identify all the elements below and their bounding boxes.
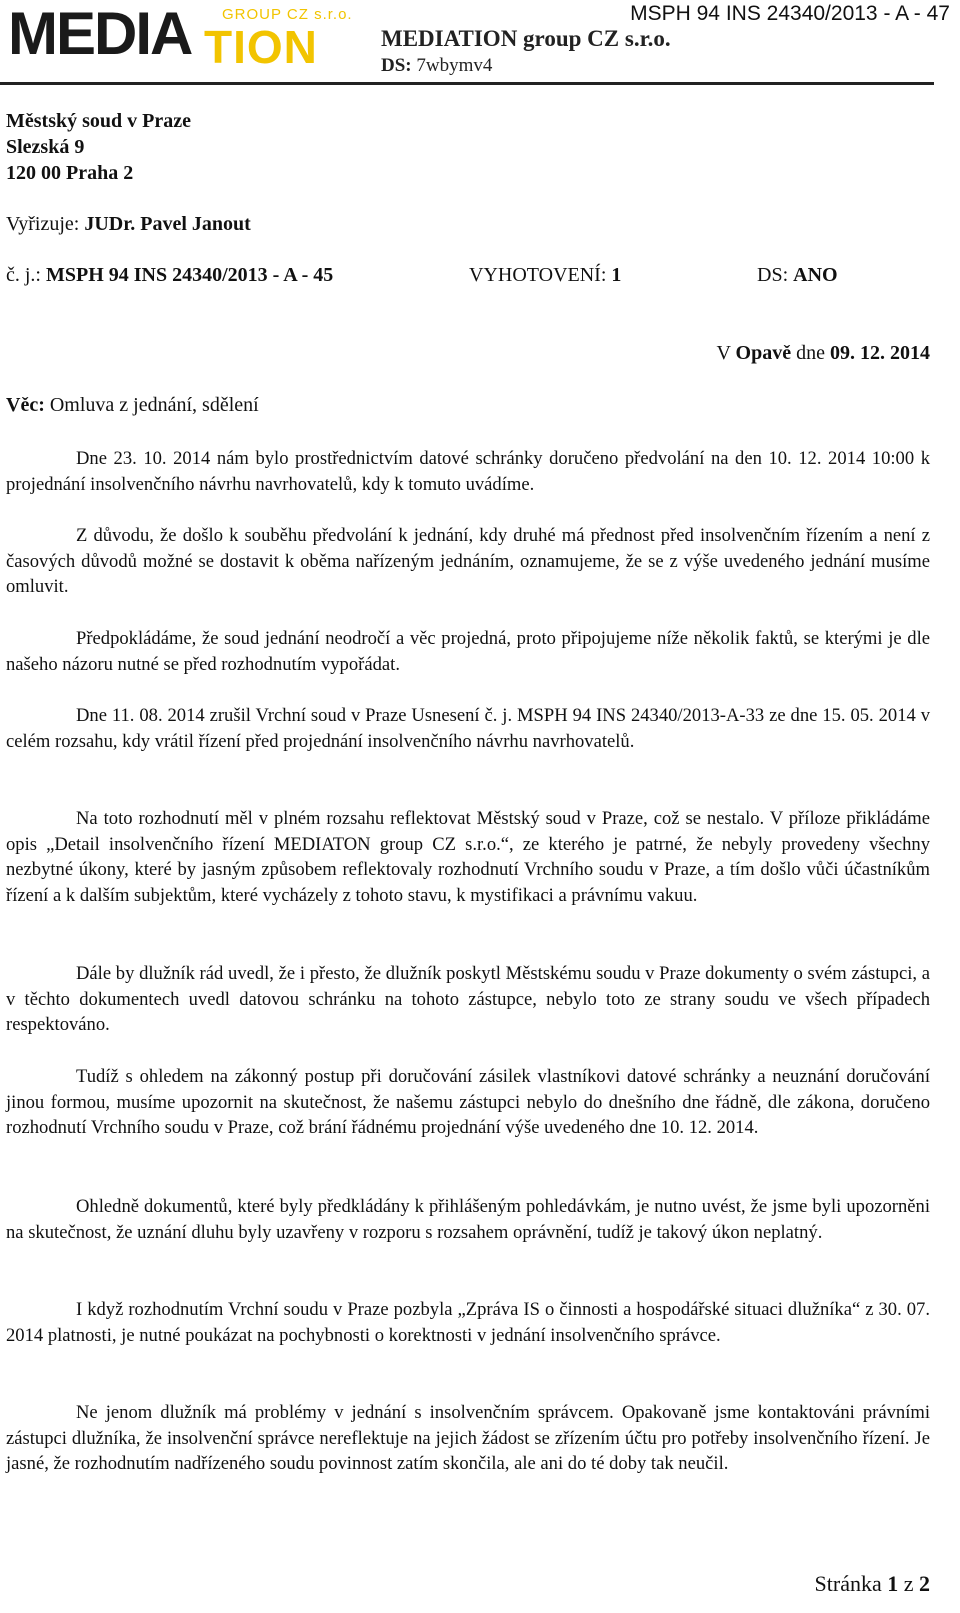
paragraph xyxy=(6,523,930,600)
paragraph xyxy=(6,1194,930,1245)
place-date xyxy=(716,342,930,365)
paragraph-text: Dále by dlužník rád uvedl, že i přesto, že dlužník poskytl Městskému soudu v Praze dokumenty o svém zástupci, a v těchto dokumentech uvedl datovou schránku na tohoto zástupce, nebylo toto ze strany soudu ve všech případech respektováno. xyxy=(6,963,930,1036)
subject-text: Omluva z jednání, sdělení xyxy=(49,394,259,416)
addressee-line-1: Městský soud v Praze xyxy=(6,110,191,132)
addressee-line-2: Slezská 9 xyxy=(6,136,85,158)
sender-company: MEDIATION group CZ s.r.o. xyxy=(381,26,671,51)
cj-label: č. j.: xyxy=(6,264,41,286)
sender-ds xyxy=(381,55,492,77)
copy-line xyxy=(469,264,621,287)
page-number xyxy=(815,1571,930,1597)
paragraph xyxy=(6,806,930,908)
document-reference: MSPH 94 INS 24340/2013 - A - 47 xyxy=(630,2,950,25)
copy-value: 1 xyxy=(611,264,622,286)
current-page: 1 xyxy=(887,1571,899,1596)
logo-text-tion: TION xyxy=(204,21,318,73)
logo-text-group: GROUP CZ s.r.o. xyxy=(222,6,353,23)
addressee-line-3: 120 00 Praha 2 xyxy=(6,162,134,184)
cj-line xyxy=(6,264,333,287)
cj-value: MSPH 94 INS 24340/2013 - A - 45 xyxy=(46,264,334,286)
sender-ds-value: 7wbymv4 xyxy=(416,55,493,76)
header-divider xyxy=(0,82,934,85)
paragraph-text: Ohledně dokumentů, které byly předkládány k přihlášeným pohledávkám, je nutno uvést, že jsme byli upozorněni na skutečnost, že uznání dluhu byly uzavřeny v rozporu s rozsahem oprávnění, tudíž je takový úkon neplatný. xyxy=(6,1196,930,1243)
subject-line xyxy=(6,394,259,417)
logo-text-media: MEDIA xyxy=(8,0,192,67)
page-of: z xyxy=(903,1571,914,1596)
copy-label: VYHOTOVENÍ: xyxy=(469,264,607,286)
sender-ds-label: DS: xyxy=(381,55,412,76)
paragraph xyxy=(6,446,930,497)
paragraph xyxy=(6,1297,930,1348)
paragraph-text: Dne 23. 10. 2014 nám bylo prostřednictvím datové schránky doručeno předvolání na den 10. 12. 2014 10:00 k projednání insolvenčního návrhu navrhovatelů, kdy k tomuto uvádíme. xyxy=(6,448,930,495)
ds-value: ANO xyxy=(793,264,838,286)
place-name: Opavě xyxy=(735,342,792,364)
paragraph xyxy=(6,626,930,677)
total-pages: 2 xyxy=(919,1571,930,1596)
paragraph-text: I když rozhodnutím Vrchní soudu v Praze pozbyla „Zpráva IS o činnosti a hospodářské situaci dlužníka“ z 30. 07. 2014 platnosti, je nutné poukázat na pochybnosti o korektnosti v jednání insolvenčního správce. xyxy=(6,1299,930,1346)
place-prefix: V xyxy=(716,342,731,364)
subject-label: Věc: xyxy=(6,394,45,416)
ds-line xyxy=(757,264,838,287)
letter-date: 09. 12. 2014 xyxy=(830,342,930,364)
paragraph-text: Tudíž s ohledem na zákonný postup při doručování zásilek vlastníkovi datové schránky a neuznání doručování jinou formou, musíme upozornit na skutečnost, že našemu zástupci nebylo do dnešního dne řádně, dle zákona, doručeno rozhodnutí Vrchního soudu v Praze, což brání řádnému projednání výše uvedeného dne 10. 12. 2014. xyxy=(6,1066,930,1139)
paragraph-text: Ne jenom dlužník má problémy v jednání s insolvenčním správcem. Opakovaně jsme kontaktováni právními zástupci dlužníka, že insolvenční správce nereflektuje na jejich žádost se zřízením účtu pro potřeby insolvenčního řízení. Je jasné, že rozhodnutím nadřízeného soudu povinnost zatím skončila, ale ani do té doby tak neučil. xyxy=(6,1402,930,1475)
paragraph xyxy=(6,1400,930,1477)
paragraph xyxy=(6,703,930,754)
paragraph-text: Dne 11. 08. 2014 zrušil Vrchní soud v Praze Usnesení č. j. MSPH 94 INS 24340/2013-A-33 ze dne 15. 05. 2014 v celém rozsahu, kdy vrátil řízení před projednání insolvenčního návrhu navrhovatelů. xyxy=(6,705,930,752)
paragraph-text: Předpokládáme, že soud jednání neodročí a věc projedná, proto připojujeme níže několik faktů, se kterými je dle našeho názoru nutné se před rozhodnutím vypořádat. xyxy=(6,628,930,675)
company-logo xyxy=(8,0,358,73)
paragraph-text: Na toto rozhodnutí měl v plném rozsahu reflektovat Městský soud v Praze, což se nestalo. V příloze přikládáme opis „Detail insolvenčního řízení MEDIATON group CZ s.r.o.“, ze kterého je patrné, že nebyly provedeny všechny nezbytné úkony, které by jasným způsobem reflektovaly rozhodnutí Vrchního soudu v Praze, a tím došlo vůči účastníkům řízení a k dalším subjektům, které vycházely z tohoto stavu, k mystifikaci a právnímu vakuu. xyxy=(6,808,930,906)
handler-label: Vyřizuje: xyxy=(6,213,80,235)
page-label: Stránka xyxy=(814,1571,882,1596)
paragraph xyxy=(6,1064,930,1141)
handler-line xyxy=(6,213,251,236)
handler-name: JUDr. Pavel Janout xyxy=(84,213,251,235)
ds-label: DS: xyxy=(757,264,789,286)
paragraph xyxy=(6,961,930,1038)
paragraph-text: Z důvodu, že došlo k souběhu předvolání k jednání, kdy druhé má přednost před insolvenčním řízením a není z časových důvodů možné se dostavit k oběma nařízeným jednáním, oznamujeme, že se z výše uvedeného jednání musíme omluvit. xyxy=(6,525,930,598)
date-prefix: dne xyxy=(796,342,825,364)
